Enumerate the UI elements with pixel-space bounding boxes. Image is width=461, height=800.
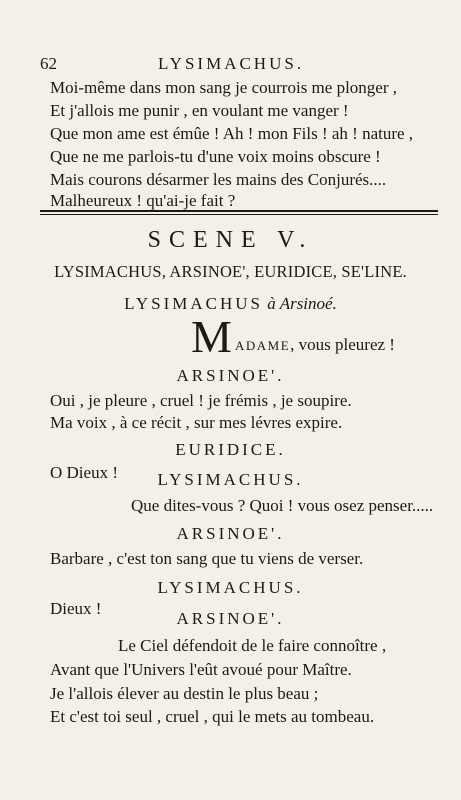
page-number: 62 (40, 54, 57, 73)
drop-cap: M (191, 311, 232, 362)
verse-line: Mais courons désarmer les mains des Conjurés.... (50, 170, 387, 189)
scene-title: SCENE V. (147, 227, 314, 253)
verse-line: Moi-même dans mon sang je courrois me plonger , (50, 78, 398, 97)
verse-line: Que ne me parlois-tu d'une voix moins obscure ! (50, 147, 381, 166)
small-caps-word: ADAME (235, 338, 291, 353)
verse-line: Malheureux ! qu'ai-je fait ? (50, 191, 236, 210)
section-rule-thin (40, 214, 438, 215)
verse-line: Ma voix , à ce récit , sur mes lévres expire. (50, 413, 343, 432)
speaker-name: LYSIMACHUS (124, 294, 263, 313)
verse-line: Je l'allois élever au destin le plus beau ; (50, 684, 319, 703)
verse-line: Oui , je pleure , cruel ! je frémis , je soupire. (50, 391, 352, 410)
verse-line: Que dites-vous ? Quoi ! vous osez penser..... (131, 496, 434, 515)
opening-line-text (235, 335, 395, 356)
speaker-heading: EURIDICE. (175, 440, 286, 459)
running-title: LYSIMACHUS. (158, 54, 305, 73)
verse-line: O Dieux ! (50, 463, 118, 482)
cast-list: LYSIMACHUS, ARSINOE', EURIDICE, SE'LINE. (54, 262, 407, 281)
verse-line: Que mon ame est émûe ! Ah ! mon Fils ! ah ! nature , (50, 124, 414, 143)
verse-line: Le Ciel défendoit de le faire connoître , (118, 636, 387, 655)
speaker-heading: LYSIMACHUS. (157, 470, 304, 489)
speaker-heading: ARSINOE'. (176, 366, 285, 385)
speaker-heading: ARSINOE'. (176, 524, 285, 543)
opening-line (191, 311, 441, 362)
stage-direction: à Arsinoé. (267, 294, 337, 313)
opening-line-rest: , vous pleurez ! (290, 335, 395, 354)
verse-line: Dieux ! (50, 599, 102, 618)
section-rule (40, 210, 438, 212)
verse-line: Et j'allois me punir , en voulant me vanger ! (50, 101, 349, 120)
speaker-heading: LYSIMACHUS. (157, 578, 304, 597)
verse-line: Avant que l'Univers l'eût avoué pour Maître. (50, 660, 352, 679)
verse-line: Et c'est toi seul , cruel , qui le mets au tombeau. (50, 707, 375, 726)
speaker-heading: ARSINOE'. (176, 609, 285, 628)
verse-line: Barbare , c'est ton sang que tu viens de verser. (50, 549, 364, 568)
